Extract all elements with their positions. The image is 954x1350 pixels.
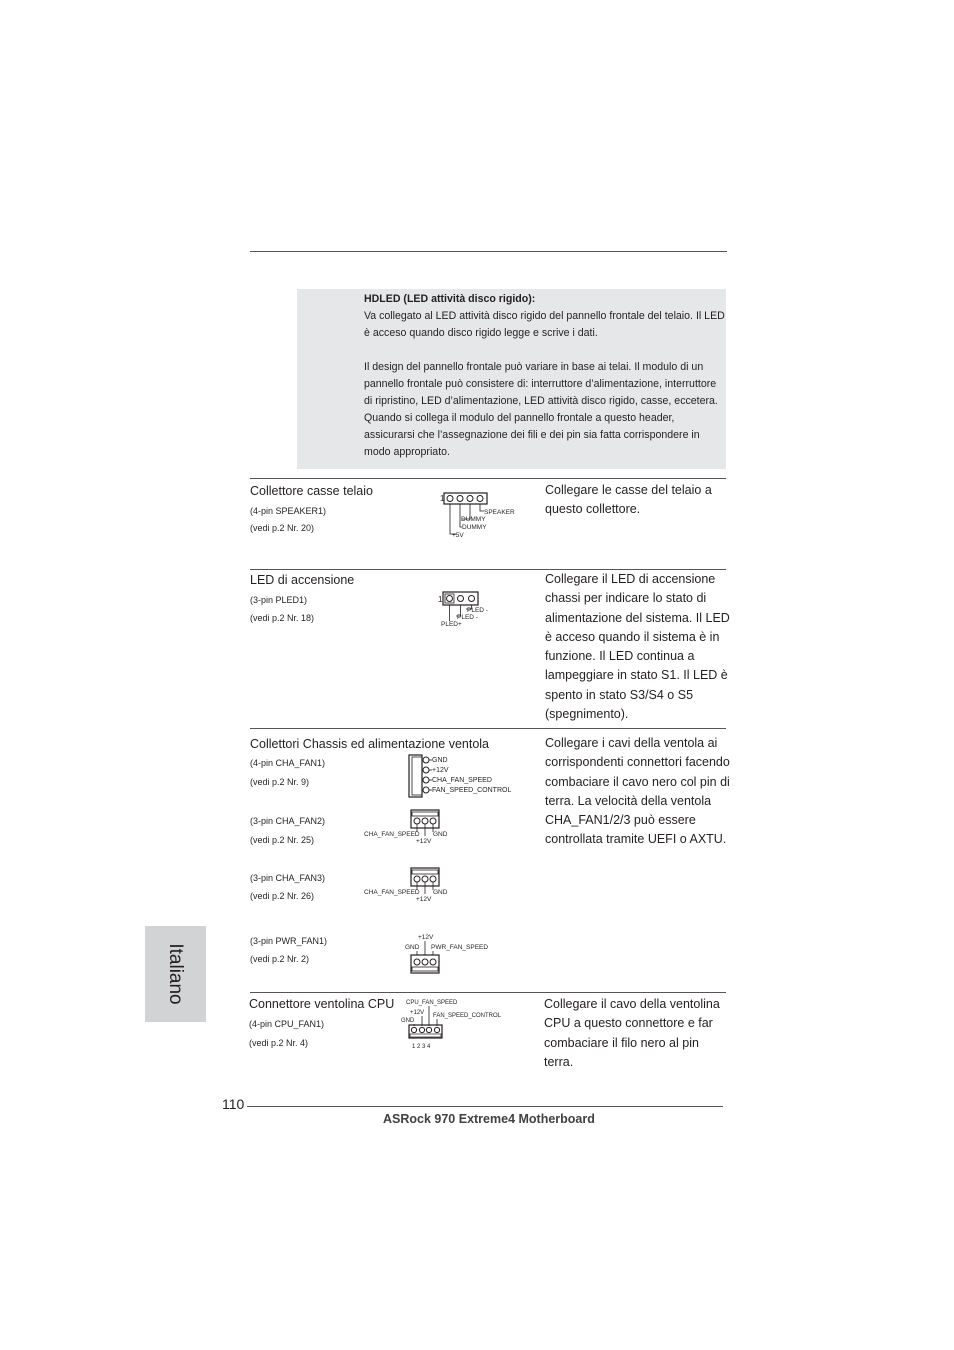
pled-pin: (3-pin PLED1) (250, 595, 308, 605)
pled-ref: (vedi p.2 Nr. 18) (250, 613, 315, 623)
pled-header-diagram (436, 590, 496, 630)
speaker-pin: (4-pin SPEAKER1) (250, 506, 327, 516)
speaker-label-dummy-2: DUMMY (462, 524, 487, 531)
cpufan-ref: (vedi p.2 Nr. 4) (249, 1038, 309, 1048)
footer-rule (247, 1106, 723, 1107)
chafan1-ref: (vedi p.2 Nr. 9) (250, 777, 310, 787)
pled-label-1: PLED - (467, 607, 488, 614)
chafan2-pin: (3-pin CHA_FAN2) (250, 816, 326, 826)
chafan2-label-speed: CHA_FAN_SPEED (364, 831, 420, 838)
top-rule (250, 251, 727, 252)
cpufan-header-diagram (399, 996, 509, 1052)
pwrfan-label-gnd: GND (405, 944, 420, 951)
chafan2-label-gnd: GND (433, 831, 448, 838)
chafan-title: Collettori Chassis ed alimentazione ventola (250, 737, 490, 751)
chafan3-label-12v: +12V (416, 896, 432, 903)
chafan3-pin: (3-pin CHA_FAN3) (250, 873, 326, 883)
pled-label-2: PLED - (457, 614, 478, 621)
section-rule-cpufan (250, 992, 726, 993)
speaker-label-speaker: SPEAKER (484, 509, 515, 516)
note-para-2: Il design del pannello frontale può variare in base ai telai. Il modulo di un pannello frontale può consistere di: interruttore d’alimentazione, interruttore di ripristino, LED d’alimentazione, LED attività disco rigido, casse, eccetera. Quando si collega il modulo del pannello frontale a questo header, assicurarsi che l’assegnazione dei fili e dei pin sia fatta corrispondere in modo appropriato. (364, 361, 718, 458)
pled-title: LED di accensione (250, 573, 355, 587)
chafan1-pin: (4-pin CHA_FAN1) (250, 758, 326, 768)
chafan1-label-control: FAN_SPEED_CONTROL (432, 787, 512, 794)
chafan1-header-diagram (407, 754, 537, 800)
speaker-header-diagram (438, 490, 518, 540)
language-tab (145, 926, 206, 1022)
cpufan-title: Connettore ventolina CPU (249, 997, 395, 1011)
chafan1-label-12v: +12V (432, 767, 449, 774)
pwrfan-pin: (3-pin PWR_FAN1) (250, 936, 328, 946)
pwrfan-ref: (vedi p.2 Nr. 2) (250, 954, 310, 964)
pwrfan-label-speed: PWR_FAN_SPEED (431, 944, 489, 951)
speaker-label-5v: +5V (452, 532, 464, 539)
pwrfan-header-diagram (403, 930, 503, 978)
chafan2-ref: (vedi p.2 Nr. 25) (250, 835, 315, 845)
speaker-desc: Collegare le casse del telaio a questo collettore. (545, 483, 712, 517)
cpufan-label-gnd: GND (401, 1018, 415, 1024)
chafan3-ref: (vedi p.2 Nr. 26) (250, 891, 315, 901)
cpufan-label-control: FAN_SPEED_CONTROL (433, 1013, 502, 1019)
speaker-title: Collettore casse telaio (250, 484, 373, 498)
pled-label-3: PLED+ (441, 621, 462, 628)
speaker-label-dummy-1: DUMMY (461, 516, 486, 523)
chafan1-label-speed: CHA_FAN_SPEED (432, 777, 492, 784)
cpufan-desc: Collegare il cavo della ventolina CPU a questo connettore e far combaciare il filo nero al pin terra. (544, 997, 720, 1069)
pled-desc: Collegare il LED di accensione chassi per indicare lo stato di alimentazione del sistema. Il LED è acceso quando il sistema è in funzione. Il LED continua a lampeggiare in stato S1. Il LED è spento in stato S3/S4 o S5 (spegnimento). (545, 572, 730, 722)
cpufan-label-12v: +12V (410, 1010, 425, 1016)
chafan-desc: Collegare i cavi della ventola ai corrispondenti connettori facendo combaciare il cavo nero col pin di terra. La velocità della ventola CHA_FAN1/2/3 può essere controllata tramite UEFI o AXTU. (545, 736, 730, 847)
chafan2-label-12v: +12V (416, 838, 432, 845)
speaker-ref: (vedi p.2 Nr. 20) (250, 523, 315, 533)
section-rule-chafan (250, 728, 726, 729)
language-tab-label: Italiano (165, 943, 186, 1005)
pled-pin-one: 1 (438, 595, 443, 604)
chafan3-label-speed: CHA_FAN_SPEED (364, 889, 420, 896)
note-title: HDLED (LED attività disco rigido): (364, 293, 536, 305)
note-para-1: Va collegato al LED attività disco rigido del pannello frontale del telaio. Il LED è acceso quando disco rigido legge e scrive i dati. (364, 310, 725, 339)
cpufan-pin-numbers: 1 2 3 4 (412, 1044, 431, 1050)
cpufan-pin: (4-pin CPU_FAN1) (249, 1019, 325, 1029)
chafan3-label-gnd: GND (433, 889, 448, 896)
chafan2-header-diagram (362, 808, 462, 848)
footer-product: ASRock 970 Extreme4 Motherboard (383, 1112, 595, 1126)
speaker-pin-one: 1 (440, 494, 445, 503)
pwrfan-label-12v: +12V (418, 934, 434, 941)
section-rule-speaker (250, 478, 726, 479)
page-number: 110 (222, 1096, 245, 1112)
chafan3-header-diagram (362, 866, 462, 906)
chafan1-label-gnd: GND (432, 757, 448, 764)
cpufan-label-speed: CPU_FAN_SPEED (406, 1000, 458, 1006)
note-text (364, 291, 726, 461)
